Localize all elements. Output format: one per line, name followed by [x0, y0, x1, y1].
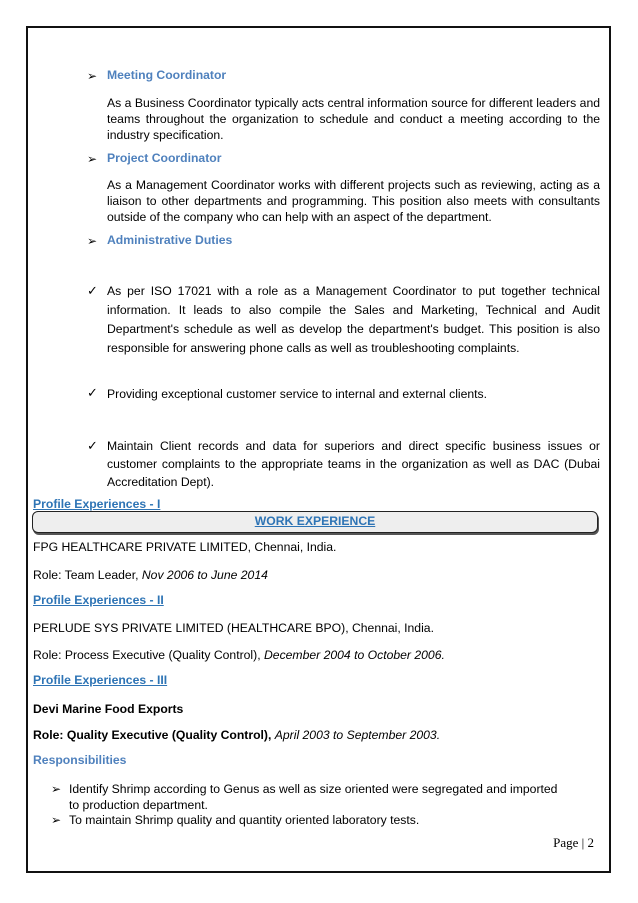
responsibilities-heading: Responsibilities — [33, 753, 127, 767]
responsibility-item: Identify Shrimp according to Genus as well as size oriented were segregated and imported to production department. — [69, 782, 558, 812]
checkmark-icon: ✓ — [87, 385, 98, 400]
role-3-dates: April 2003 to September 2003. — [274, 728, 441, 742]
role-3 — [33, 727, 440, 743]
page-number: Page | 2 — [553, 835, 594, 850]
responsibility-item: To maintain Shrimp quality and quantity oriented laboratory tests. — [69, 813, 420, 827]
role-2-label: Role: Process Executive (Quality Control), — [33, 648, 261, 662]
profile-experiences-2-heading: Profile Experiences - II — [33, 593, 164, 607]
meeting-coordinator-text: As a Business Coordinator typically acts central information source for different leaders and teams throughout the organization to schedule and conduct a meeting according to the industry specification. — [107, 96, 600, 142]
role-2 — [33, 647, 445, 663]
meeting-coordinator-heading: Meeting Coordinator — [107, 68, 227, 82]
role-2-dates: December 2004 to October 2006. — [263, 648, 445, 662]
arrow-bullet-icon: ➢ — [51, 813, 62, 827]
company-2: PERLUDE SYS PRIVATE LIMITED (HEALTHCARE BPO), Chennai, India. — [33, 621, 434, 635]
checkmark-icon: ✓ — [87, 438, 98, 453]
profile-experiences-3-heading: Profile Experiences - III — [33, 673, 168, 687]
role-1 — [33, 567, 268, 583]
check-item-iso: As per ISO 17021 with a role as a Management Coordinator to put together technical information. It leads to also compile the Sales and Marketing, Technical and Audit Department's schedule as well as develop the department's budget. This position is also responsible for answering phone calls as well as troubleshooting complaints. — [107, 284, 600, 355]
arrow-bullet-icon: ➢ — [87, 152, 98, 166]
administrative-duties-heading: Administrative Duties — [107, 233, 233, 247]
project-coordinator-heading: Project Coordinator — [107, 151, 222, 165]
check-item-client-records: Maintain Client records and data for superiors and direct specific business issues or customer complaints to the appropriate teams in the organization as well as DAC (Dubai Accreditation Dept). — [107, 439, 600, 489]
profile-experiences-1-heading: Profile Experiences - I — [33, 497, 161, 511]
role-3-label: Role: Quality Executive (Quality Control), — [33, 728, 272, 742]
arrow-bullet-icon: ➢ — [51, 782, 62, 796]
work-experience-title: WORK EXPERIENCE — [254, 514, 376, 528]
arrow-bullet-icon: ➢ — [87, 69, 98, 83]
checkmark-icon: ✓ — [87, 283, 98, 298]
role-1-dates: Nov 2006 to June 2014 — [141, 568, 268, 582]
company-1: FPG HEALTHCARE PRIVATE LIMITED, Chennai, India. — [33, 540, 337, 554]
work-experience-bar — [32, 511, 598, 533]
check-item-customer-service: Providing exceptional customer service to internal and external clients. — [107, 387, 488, 401]
project-coordinator-text: As a Management Coordinator works with different projects such as reviewing, acting as a liaison to other departments and programming. This position also meets with consultants outside of the company who can help with an aspect of the department. — [107, 178, 600, 224]
arrow-bullet-icon: ➢ — [87, 234, 98, 248]
role-1-label: Role: Team Leader, — [33, 568, 139, 582]
company-3: Devi Marine Food Exports — [33, 702, 184, 716]
